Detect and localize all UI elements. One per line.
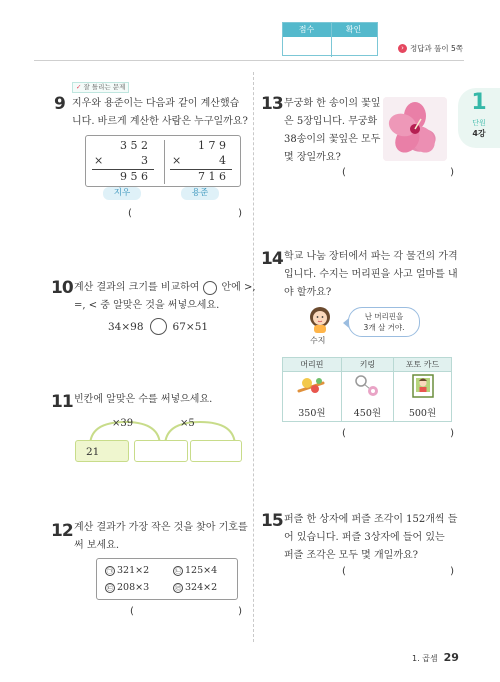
price-cell: 450원 xyxy=(341,404,393,422)
page-number: 29 xyxy=(443,651,459,664)
answer-blank-q14[interactable]: ( ) xyxy=(342,428,454,439)
q10-text-line1: 계산 결과의 크기를 비교하여 안에 >, xyxy=(74,282,256,293)
score-box-header xyxy=(283,23,377,37)
hibiscus-image xyxy=(383,97,447,161)
question-number-12: 12 xyxy=(51,521,73,541)
q14-text-line1: 학교 나눔 장터에서 파는 각 물건의 가격 xyxy=(284,251,458,262)
left-expression: 34×98 xyxy=(108,320,144,333)
column-divider xyxy=(253,72,254,642)
choice-d[interactable]: ㉣ 324×2 xyxy=(174,582,218,593)
yongjun-op: × xyxy=(172,154,182,167)
answer-blank-q12[interactable]: ( ) xyxy=(130,606,242,617)
q13-text-line1: 무궁화 한 송이의 꽃잎 xyxy=(284,98,381,109)
question-number-11: 11 xyxy=(51,392,73,412)
question-number-13: 13 xyxy=(261,94,283,114)
chain-op-2: ×5 xyxy=(180,418,195,429)
photo-card-image xyxy=(394,372,452,404)
unit-tab xyxy=(458,88,500,148)
check-icon: ✓ xyxy=(76,83,82,91)
yongjun-bottom: 4 xyxy=(219,154,226,167)
q9-text-line2: 니다. 바르게 계산한 사람은 누구일까요? xyxy=(72,116,248,127)
q10-text-line2: =, < 중 알맞은 것을 써넣으세요. xyxy=(74,300,220,311)
q14-text-line3: 야 할까요? xyxy=(284,287,332,298)
question-number-15: 15 xyxy=(261,511,283,531)
q10-expression xyxy=(108,318,208,335)
question-number-9: 9 xyxy=(54,94,65,114)
q11-text: 빈칸에 알맞은 수를 써넣으세요. xyxy=(74,394,213,405)
right-expression: 67×51 xyxy=(172,320,209,333)
choice-c[interactable]: ㉢ 208×3 xyxy=(106,582,150,593)
section-label: 1. 곱셈 xyxy=(412,654,438,663)
choice-mark: ㉡ xyxy=(174,566,182,575)
page-footer xyxy=(412,651,459,664)
choice-mark: ㉢ xyxy=(106,583,114,592)
answer-link[interactable] xyxy=(398,43,463,54)
yongjun-top: 1 7 9 xyxy=(198,139,226,152)
unit-label: 단원 xyxy=(472,119,486,127)
q9-text-line1: 지우와 용준이는 다음과 같이 계산했습 xyxy=(72,98,240,109)
q12-text-line1: 계산 결과가 가장 작은 것을 찾아 기호를 xyxy=(74,522,248,533)
chain-blank-box-1[interactable] xyxy=(134,440,188,462)
jiwoo-result: 9 5 6 xyxy=(120,170,148,183)
q15-text-line1: 퍼즐 한 상자에 퍼즐 조각이 152개씩 들 xyxy=(284,514,458,525)
speaker-name: 수지 xyxy=(310,336,326,345)
chain-op-1: ×39 xyxy=(112,418,134,429)
calc-box xyxy=(85,135,241,187)
unit-number: 1 xyxy=(471,90,487,115)
yongjun-result: 7 1 6 xyxy=(198,170,226,183)
price-cell: 350원 xyxy=(283,404,342,422)
q13-text-line2: 은 5장입니다. 무궁화 xyxy=(284,116,378,127)
jiwoo-top: 3 5 2 xyxy=(120,139,148,152)
choice-b[interactable]: ㉡ 125×4 xyxy=(174,565,218,576)
q15-text-line2: 어 있습니다. 퍼즐 3상자에 들어 있는 xyxy=(284,532,445,543)
answer-blank-q15[interactable]: ( ) xyxy=(342,566,454,577)
check-label: 확인 xyxy=(345,25,362,34)
q13-text-line4: 몇 장일까요? xyxy=(284,152,341,163)
score-label: 점수 xyxy=(298,25,315,34)
jiwoo-bottom: 3 xyxy=(141,154,148,167)
chain-blank-box-2[interactable] xyxy=(190,440,242,462)
lesson-label: 4강 xyxy=(472,129,486,138)
name-badge-jiwoo: 지우 xyxy=(103,187,141,200)
chain-start-box: 21 xyxy=(75,440,129,462)
hairpin-image xyxy=(283,372,342,404)
arrow-right-icon: › xyxy=(398,44,407,53)
keyring-image xyxy=(341,372,393,404)
price-table xyxy=(282,357,452,422)
item-header: 머리핀 xyxy=(283,358,342,372)
score-box xyxy=(282,22,378,56)
answer-link-label: 정답과 풀이 5쪽 xyxy=(410,44,464,53)
speech-bubble: 난 머리핀을 3개 살 거야. xyxy=(348,307,420,337)
item-header: 포토 카드 xyxy=(394,358,452,372)
jiwoo-op: × xyxy=(94,154,104,167)
q14-text-line2: 입니다. 수지는 머리핀을 사고 얼마를 내 xyxy=(284,269,458,280)
name-badge-yongjun: 용준 xyxy=(181,187,219,200)
girl-avatar-icon xyxy=(306,305,334,333)
q12-text-line2: 써 보세요. xyxy=(74,540,119,551)
question-number-14: 14 xyxy=(261,249,283,269)
price-cell: 500원 xyxy=(394,404,452,422)
q15-text-line3: 퍼즐 조각은 모두 몇 개일까요? xyxy=(284,550,418,561)
mistake-tag: ✓ 잘 틀리는 문제 xyxy=(72,82,129,93)
circle-blank-icon xyxy=(203,281,217,295)
top-rule xyxy=(34,60,464,61)
choice-box xyxy=(96,558,238,600)
compare-circle[interactable] xyxy=(150,318,167,335)
choice-mark: ㉣ xyxy=(174,583,182,592)
question-number-10: 10 xyxy=(51,278,73,298)
choice-a[interactable]: ㉠ 321×2 xyxy=(106,565,150,576)
answer-blank-q9[interactable]: ( ) xyxy=(128,208,242,219)
item-header: 키링 xyxy=(341,358,393,372)
choice-mark: ㉠ xyxy=(106,566,114,575)
answer-blank-q13[interactable]: ( ) xyxy=(342,167,454,178)
q13-text-line3: 38송이의 꽃잎은 모두 xyxy=(284,134,381,145)
